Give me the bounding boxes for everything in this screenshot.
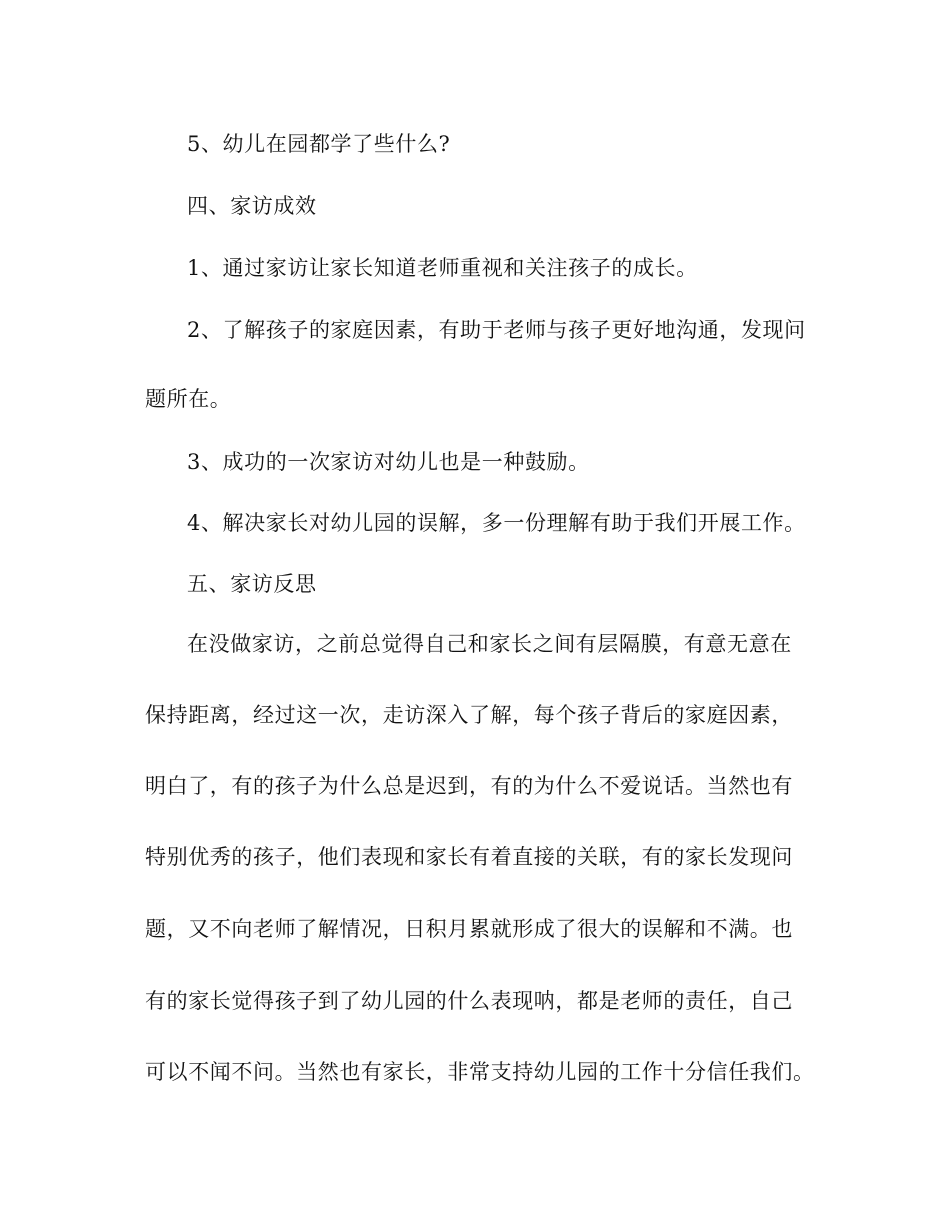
list-item-2-continuation: 题所在。 (145, 387, 232, 411)
paragraph-line-5: 题，又不向老师了解情况，日积月累就形成了很大的误解和不满。也 (145, 917, 793, 941)
paragraph-line-4: 特别优秀的孩子，他们表现和家长有着直接的关联，有的家长发现问 (145, 845, 793, 869)
paragraph-line-3: 明白了，有的孩子为什么总是迟到，有的为什么不爱说话。当然也有 (145, 774, 793, 798)
section-heading-5: 五、家访反思 (187, 572, 317, 596)
paragraph-line-1: 在没做家访，之前总觉得自己和家长之间有层隔膜，有意无意在 (187, 632, 792, 656)
paragraph-line-6: 有的家长觉得孩子到了幼儿园的什么表现呐，都是老师的责任，自己 (145, 989, 793, 1013)
paragraph-line-2: 保持距离，经过这一次，走访深入了解，每个孩子背后的家庭因素， (145, 703, 793, 727)
section-heading-4: 四、家访成效 (187, 194, 317, 218)
list-item-2: 2、了解孩子的家庭因素，有助于老师与孩子更好地沟通，发现问 (187, 318, 806, 342)
list-item-1: 1、通过家访让家长知道老师重视和关注孩子的成长。 (187, 256, 698, 280)
list-item-5: 5、幼儿在园都学了些什么? (187, 132, 451, 156)
list-item-4: 4、解决家长对幼儿园的误解，多一份理解有助于我们开展工作。 (187, 511, 806, 535)
list-item-3: 3、成功的一次家访对幼儿也是一种鼓励。 (187, 450, 590, 474)
paragraph-line-7: 可以不闻不问。当然也有家长，非常支持幼儿园的工作十分信任我们。 (145, 1060, 815, 1084)
